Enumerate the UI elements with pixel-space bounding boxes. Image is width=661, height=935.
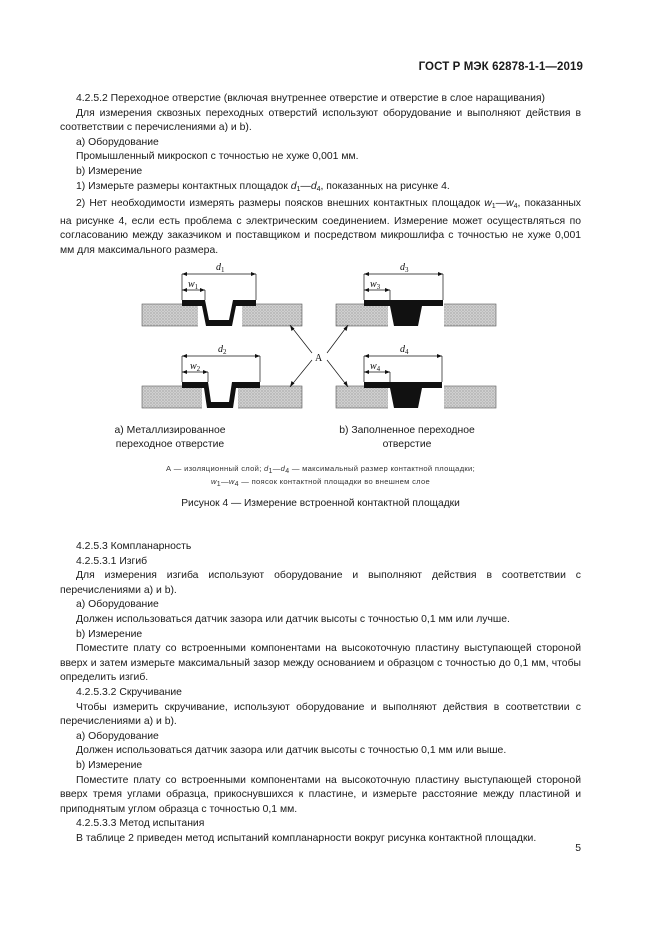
label-w1: $w_1$ xyxy=(188,279,199,291)
filled-via-top xyxy=(336,300,496,330)
label-w2: $w_2$ xyxy=(190,361,201,373)
section-heading: 4.2.5.3 Компланарность xyxy=(76,541,192,552)
paragraph: Для измерения сквозных переходных отверстий используют оборудование и выполняют действия в соответствии с перечислениями а) и b). xyxy=(60,107,581,134)
paragraph: 1) Измерьте размеры контактных площадок $d_1—d_4$, показанных на рисунке 4. xyxy=(76,180,450,193)
figure-legend-line-2: w1—w4 — поясок контактной площадки во внешнем слое xyxy=(210,477,431,488)
paragraph: b) Измерение xyxy=(76,628,143,640)
paragraph: Должен использоваться датчик зазора или датчик высоты с точностью 0,1 мм или лучше. xyxy=(76,613,510,625)
paragraph: 2) Нет необходимости измерять размеры поясков внешних контактных площадок $w_1—w_4$, показанных на рисунке 4, если есть проблема с электрическим соединением. Измерение может осуществляться по согласованию между заказчиком и поставщиком и посредством микрошлифа с точностью не хуже 0,001 мм для максимального размера. xyxy=(60,198,581,256)
caption-filled-via: b) Заполненное переходное отверстие xyxy=(339,425,475,450)
section-via xyxy=(60,92,581,259)
subsection-heading: 4.2.5.3.1 Изгиб xyxy=(76,555,148,567)
label-d1: $d_1$ xyxy=(216,262,225,274)
filled-via-bottom xyxy=(336,382,496,412)
document-header: ГОСТ Р МЭК 62878-1-1—2019 xyxy=(418,61,583,73)
paragraph: b) Измерение xyxy=(76,165,143,177)
plated-via-bottom xyxy=(142,382,302,412)
page-number: 5 xyxy=(575,843,581,854)
paragraph: Поместите плату со встроенными компонентами на высокоточную пластину выступающей стороной вверх и затем измерьте максимальный зазор между основанием и образцом с точностью до 0,1 мм, чтобы определить изгиб. xyxy=(60,643,581,684)
paragraph: а) Оборудование xyxy=(76,730,159,742)
paragraph: Промышленный микроскоп с точностью не хуже 0,001 мм. xyxy=(76,151,359,163)
label-d4: $d_4$ xyxy=(400,344,409,356)
paragraph: Поместите плату со встроенными компонентами на высокоточную пластину выступающей стороной вверх тремя углами образца, прикоснувшихся к пластине, и измерьте расстояние между пластиной и приподнятым углом образца с точностью 0,1 мм. xyxy=(60,774,581,815)
section-heading: 4.2.5.2 Переходное отверстие (включая внутреннее отверстие и отверстие в слое наращивания) xyxy=(76,93,546,104)
subsection-heading: 4.2.5.3.3 Метод испытания xyxy=(76,818,205,830)
paragraph: а) Оборудование xyxy=(76,136,159,148)
label-A: A xyxy=(315,353,323,364)
paragraph: В таблице 2 приведен метод испытаний компланарности вокруг рисунка контактной площадки. xyxy=(76,832,537,844)
paragraph: Для измерения изгиба используют оборудование и выполняют действия в соответствии с перечислениями а) и b). xyxy=(60,570,581,596)
label-w3: $w_3$ xyxy=(370,279,381,291)
subsection-heading: 4.2.5.3.2 Скручивание xyxy=(76,686,182,698)
paragraph: b) Измерение xyxy=(76,759,143,771)
figure-legend-line-1: А — изоляционный слой; d1—d4 — максимальный размер контактной площадки; xyxy=(165,464,475,475)
paragraph: Чтобы измерить скручивание, используют оборудование и выполняют действия в соответствии с перечислениями а) и b). xyxy=(60,701,581,728)
figure-title: Рисунок 4 — Измерение встроенной контактной площадки xyxy=(181,498,460,509)
label-d2: $d_2$ xyxy=(218,344,227,356)
label-d3: $d_3$ xyxy=(400,262,409,274)
label-w4: $w_4$ xyxy=(370,361,381,373)
caption-plated-via: а) Металлизированное переходное отверстие xyxy=(114,425,226,450)
section-coplanarity xyxy=(60,540,581,846)
paragraph: а) Оборудование xyxy=(76,599,159,611)
plated-via-top xyxy=(142,300,302,330)
paragraph: Должен использоваться датчик зазора или датчик высоты с точностью 0,1 мм или выше. xyxy=(76,745,507,757)
